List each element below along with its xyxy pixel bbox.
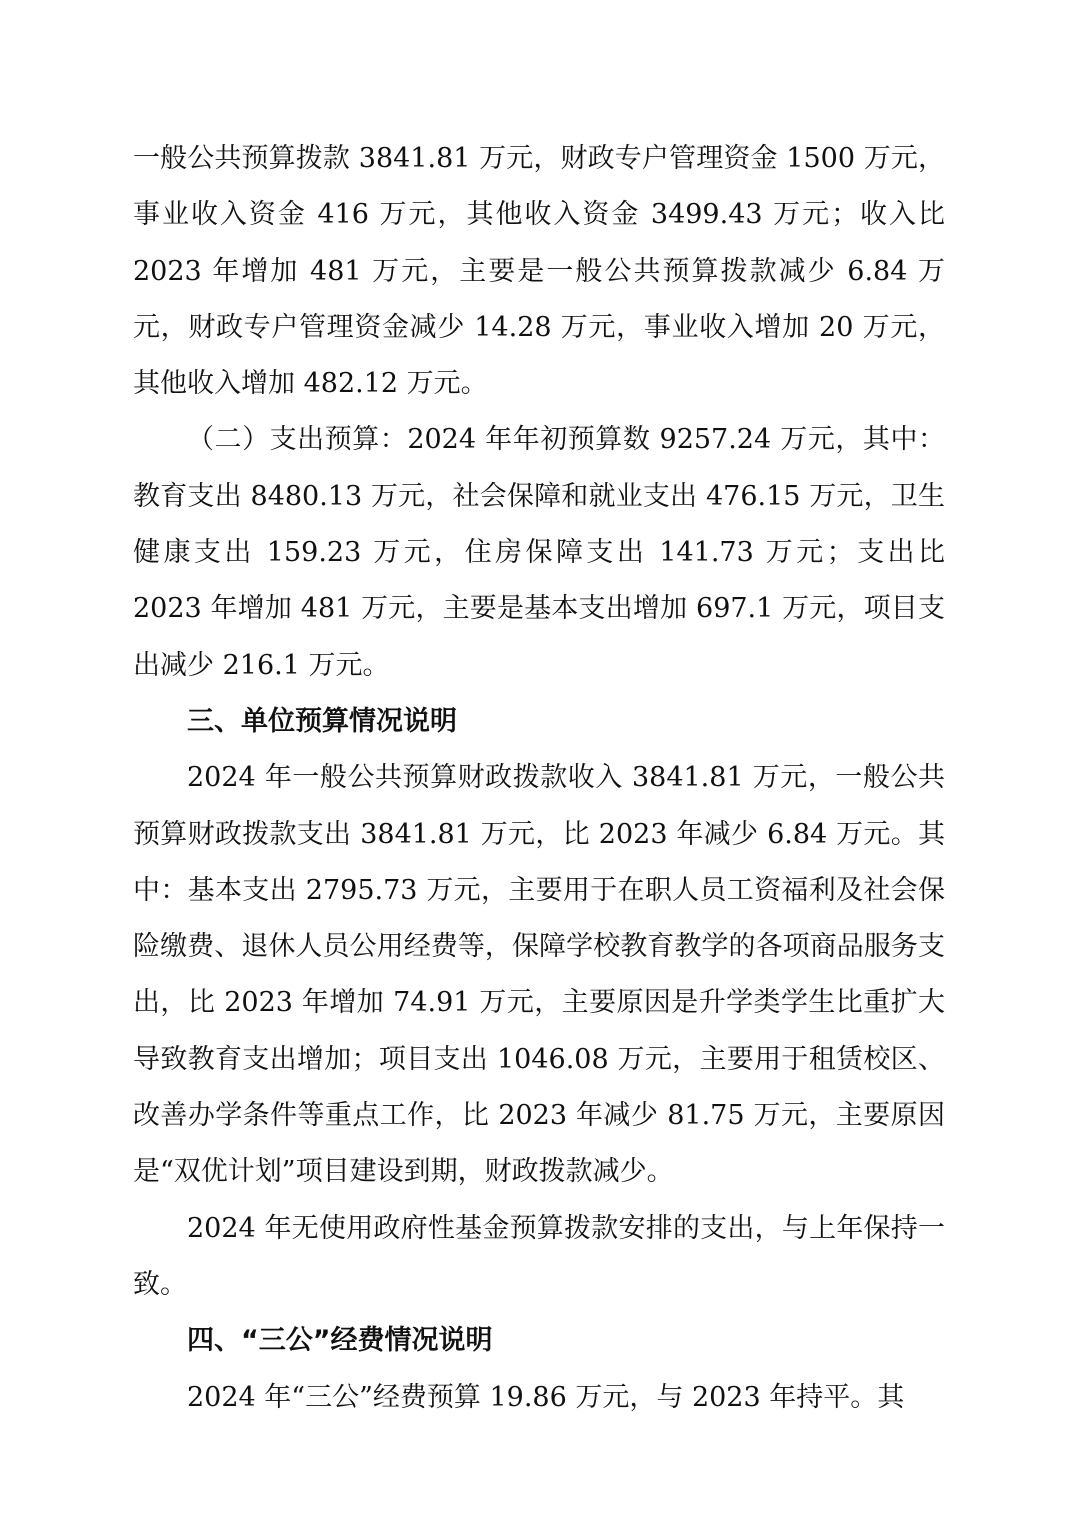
section-three-heading: 三、单位预算情况说明 bbox=[187, 705, 457, 737]
unit-budget-explanation-paragraph: 2024 年一般公共预算财政拨款收入 3841.81 万元，一般公共预算财政拨款支出 3841.81 万元，比 2023 年减少 6.84 万元。其中：基本支出 2795.73 万元，主要用于在职人员工资福利及社会保险缴费、退休人员公用经费等，保障学校教育教学的各项商品服务支出，比 2023 年增加 74.91 万元，主要原因是升学类学生比重扩大导致教育支出增加；项目支出 1046.08 万元，主要用于租赁校区、改善办学条件等重点工作，比 2023 年减少 81.75 万元，主要原因是“双优计划”项目建设到期，财政拨款减少。 bbox=[133, 762, 945, 1188]
document-body bbox=[133, 131, 945, 1426]
expenditure-budget-paragraph: （二）支出预算：2024 年年初预算数 9257.24 万元，其中：教育支出 8480.13 万元，社会保障和就业支出 476.15 万元，卫生健康支出 159.23 万元，住房保障支出 141.73 万元；支出比 2023 年增加 481 万元，主要是基本支出增加 697.1 万元，项目支出减少 216.1 万元。 bbox=[133, 424, 945, 681]
income-budget-continuation-paragraph: 一般公共预算拨款 3841.81 万元，财政专户管理资金 1500 万元，事业收入资金 416 万元，其他收入资金 3499.43 万元；收入比 2023 年增加 481 万元，主要是一般公共预算拨款减少 6.84 万元，财政专户管理资金减少 14.28 万元，事业收入增加 20 万元，其他收入增加 482.12 万元。 bbox=[133, 143, 945, 400]
three-public-expenses-paragraph: 2024 年“三公”经费预算 19.86 万元，与 2023 年持平。其 bbox=[187, 1381, 905, 1413]
section-four-heading: 四、“三公”经费情况说明 bbox=[187, 1325, 493, 1357]
government-fund-note-paragraph: 2024 年无使用政府性基金预算拨款安排的支出，与上年保持一致。 bbox=[133, 1212, 945, 1300]
